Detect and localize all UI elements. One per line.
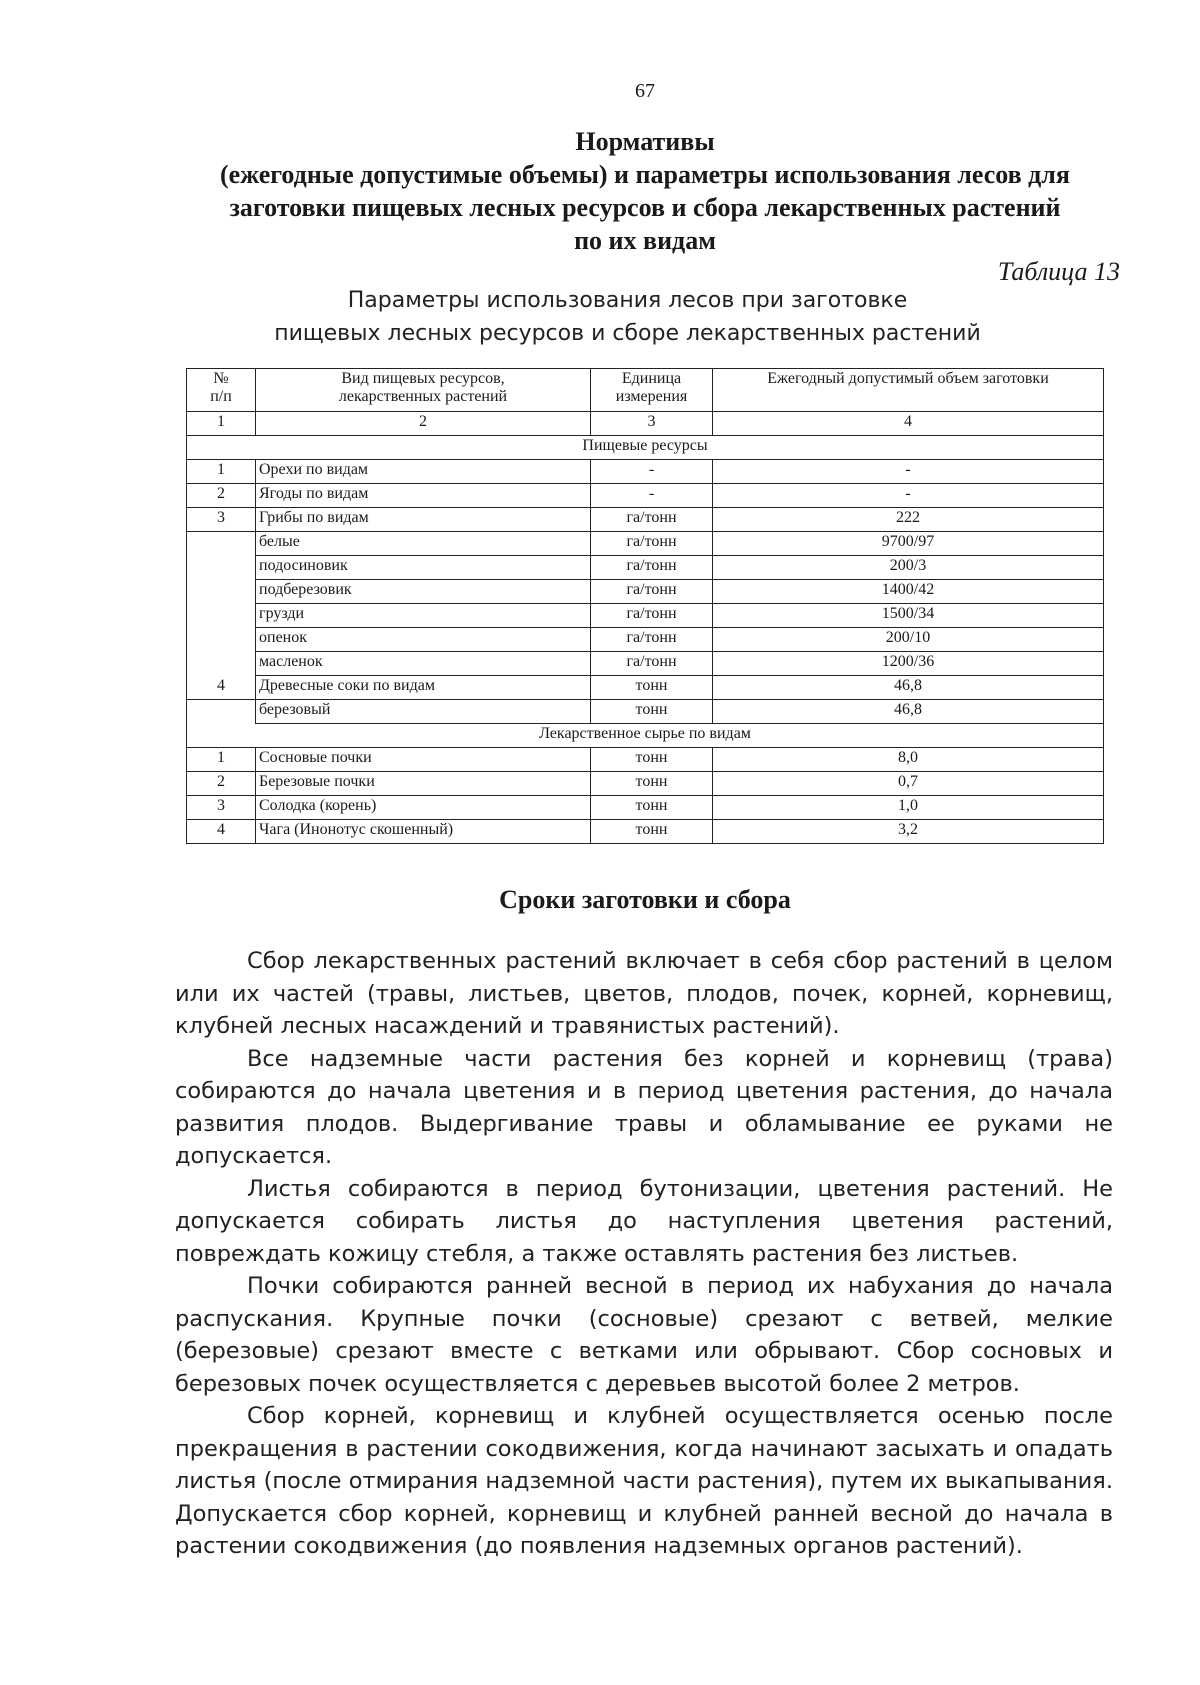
title-line: по их видам	[574, 226, 716, 255]
column-number: 2	[256, 412, 591, 436]
cell-unit: тонн	[591, 796, 713, 820]
cell-name: Древесные соки по видам	[256, 676, 591, 700]
cell-unit: га/тонн	[591, 580, 713, 604]
cell-value: 1,0	[713, 796, 1104, 820]
page-number: 67	[635, 80, 655, 102]
cell-unit: га/тонн	[591, 532, 713, 556]
table-row	[187, 796, 1104, 820]
cell-value: 1200/36	[713, 652, 1104, 676]
section-title: Сроки заготовки и сбора	[499, 885, 791, 914]
cell-value: 200/10	[713, 628, 1104, 652]
cell-unit: га/тонн	[591, 556, 713, 580]
cell-num	[187, 604, 256, 628]
paragraph: Почки собираются ранней весной в период их набухания до начала распускания. Крупные почки (сосновые) срезают с ветвей, мелкие (березовые) срезают вместе с ветками или обрывают. Сбор сосновых и березовых почек осуществляется с деревьев высотой более 2 метров.	[175, 1273, 1113, 1397]
table-row	[187, 700, 1104, 724]
cell-name: белые	[256, 532, 591, 556]
cell-unit: тонн	[591, 700, 713, 724]
cell-name: подберезовик	[256, 580, 591, 604]
title-line: Нормативы	[575, 127, 715, 156]
cell-name: Орехи по видам	[256, 460, 591, 484]
section-heading-medicinal: Лекарственное сырье по видам	[187, 724, 1104, 748]
cell-unit: га/тонн	[591, 508, 713, 532]
caption-line: пищевых лесных ресурсов и сборе лекарственных растений	[274, 321, 981, 346]
column-number-row	[187, 412, 1104, 436]
column-number: 4	[713, 412, 1104, 436]
cell-value: 1500/34	[713, 604, 1104, 628]
cell-num: 2	[187, 484, 256, 508]
table-caption	[185, 284, 1070, 350]
cell-num	[187, 532, 256, 556]
table-label: Таблица 13	[997, 257, 1120, 286]
cell-num: 4	[187, 676, 256, 700]
cell-value: -	[713, 484, 1104, 508]
title-line: (ежегодные допустимые объемы) и параметры использования лесов для	[220, 160, 1070, 189]
cell-value: 222	[713, 508, 1104, 532]
paragraph: Все надземные части растения без корней и корневищ (трава) собираются до начала цветения и в период цветения растения, до начала развития плодов. Выдергивание травы и обламывание ее руками не допускается.	[175, 1045, 1113, 1169]
cell-name: опенок	[256, 628, 591, 652]
cell-name: Грибы по видам	[256, 508, 591, 532]
cell-value: -	[713, 460, 1104, 484]
table-row	[187, 580, 1104, 604]
cell-unit: -	[591, 460, 713, 484]
cell-num	[187, 556, 256, 580]
cell-name: Ягоды по видам	[256, 484, 591, 508]
table-row	[187, 604, 1104, 628]
cell-name: Солодка (корень)	[256, 796, 591, 820]
header-num: № п/п	[187, 369, 256, 412]
cell-num: 3	[187, 508, 256, 532]
cell-unit: га/тонн	[591, 652, 713, 676]
norms-table	[186, 368, 1104, 844]
column-number: 3	[591, 412, 713, 436]
cell-value: 1400/42	[713, 580, 1104, 604]
cell-num: 3	[187, 796, 256, 820]
section-heading-food: Пищевые ресурсы	[187, 436, 1104, 460]
cell-name: березовый	[256, 700, 591, 724]
cell-unit: тонн	[591, 772, 713, 796]
cell-num: 4	[187, 820, 256, 844]
header-unit: Единица измерения	[591, 369, 713, 412]
cell-num: 2	[187, 772, 256, 796]
cell-value: 46,8	[713, 700, 1104, 724]
cell-unit: га/тонн	[591, 628, 713, 652]
cell-name: подосиновик	[256, 556, 591, 580]
cell-unit: тонн	[591, 820, 713, 844]
caption-line: Параметры использования лесов при заготовке	[347, 288, 908, 313]
cell-unit: га/тонн	[591, 604, 713, 628]
table-row	[187, 484, 1104, 508]
column-number: 1	[187, 412, 256, 436]
table-row	[187, 508, 1104, 532]
cell-num	[187, 652, 256, 676]
cell-unit: -	[591, 484, 713, 508]
header-volume: Ежегодный допустимый объем заготовки	[713, 369, 1104, 412]
paragraph: Сбор корней, корневищ и клубней осуществляется осенью после прекращения в растении сокодвижения, когда начинают засыхать и опадать листья (после отмирания надземной части растения), путем их выкапывания. Допускается сбор корней, корневищ и клубней ранней весной до начала в растении сокодвижения (до появления надземных органов растений).	[175, 1403, 1113, 1559]
cell-num: 1	[187, 460, 256, 484]
table-row	[187, 556, 1104, 580]
paragraph: Листья собираются в период бутонизации, цветения растений. Не допускается собирать листья до наступления цветения растений, повреждать кожицу стебля, а также оставлять растения без листьев.	[175, 1175, 1113, 1267]
table-row	[187, 676, 1104, 700]
table-header-row	[187, 369, 1104, 412]
header-kind: Вид пищевых ресурсов, лекарственных растений	[256, 369, 591, 412]
table-row	[187, 772, 1104, 796]
section-row-food	[187, 436, 1104, 460]
cell-value: 9700/97	[713, 532, 1104, 556]
section-row-medicinal	[187, 724, 1104, 748]
table-row	[187, 460, 1104, 484]
cell-value: 3,2	[713, 820, 1104, 844]
cell-unit: тонн	[591, 748, 713, 772]
cell-unit: тонн	[591, 676, 713, 700]
cell-value: 8,0	[713, 748, 1104, 772]
cell-num	[187, 580, 256, 604]
cell-value: 200/3	[713, 556, 1104, 580]
cell-name: грузди	[256, 604, 591, 628]
document-title	[150, 125, 1140, 257]
table-row	[187, 748, 1104, 772]
table-row	[187, 628, 1104, 652]
cell-num: 1	[187, 748, 256, 772]
paragraph: Сбор лекарственных растений включает в себя сбор растений в целом или их частей (травы, листьев, цветов, плодов, почек, корней, корневищ, клубней лесных насаждений и травянистых растений).	[175, 948, 1113, 1039]
cell-num	[187, 700, 256, 724]
table-row	[187, 652, 1104, 676]
cell-name: Чага (Инонотус скошенный)	[256, 820, 591, 844]
cell-name: Сосновые почки	[256, 748, 591, 772]
cell-num	[187, 628, 256, 652]
cell-name: Березовые почки	[256, 772, 591, 796]
cell-value: 0,7	[713, 772, 1104, 796]
table-row	[187, 532, 1104, 556]
cell-value: 46,8	[713, 676, 1104, 700]
body-text	[175, 945, 1113, 1563]
cell-name: масленок	[256, 652, 591, 676]
table-row	[187, 820, 1104, 844]
title-line: заготовки пищевых лесных ресурсов и сбора лекарственных растений	[229, 193, 1061, 222]
